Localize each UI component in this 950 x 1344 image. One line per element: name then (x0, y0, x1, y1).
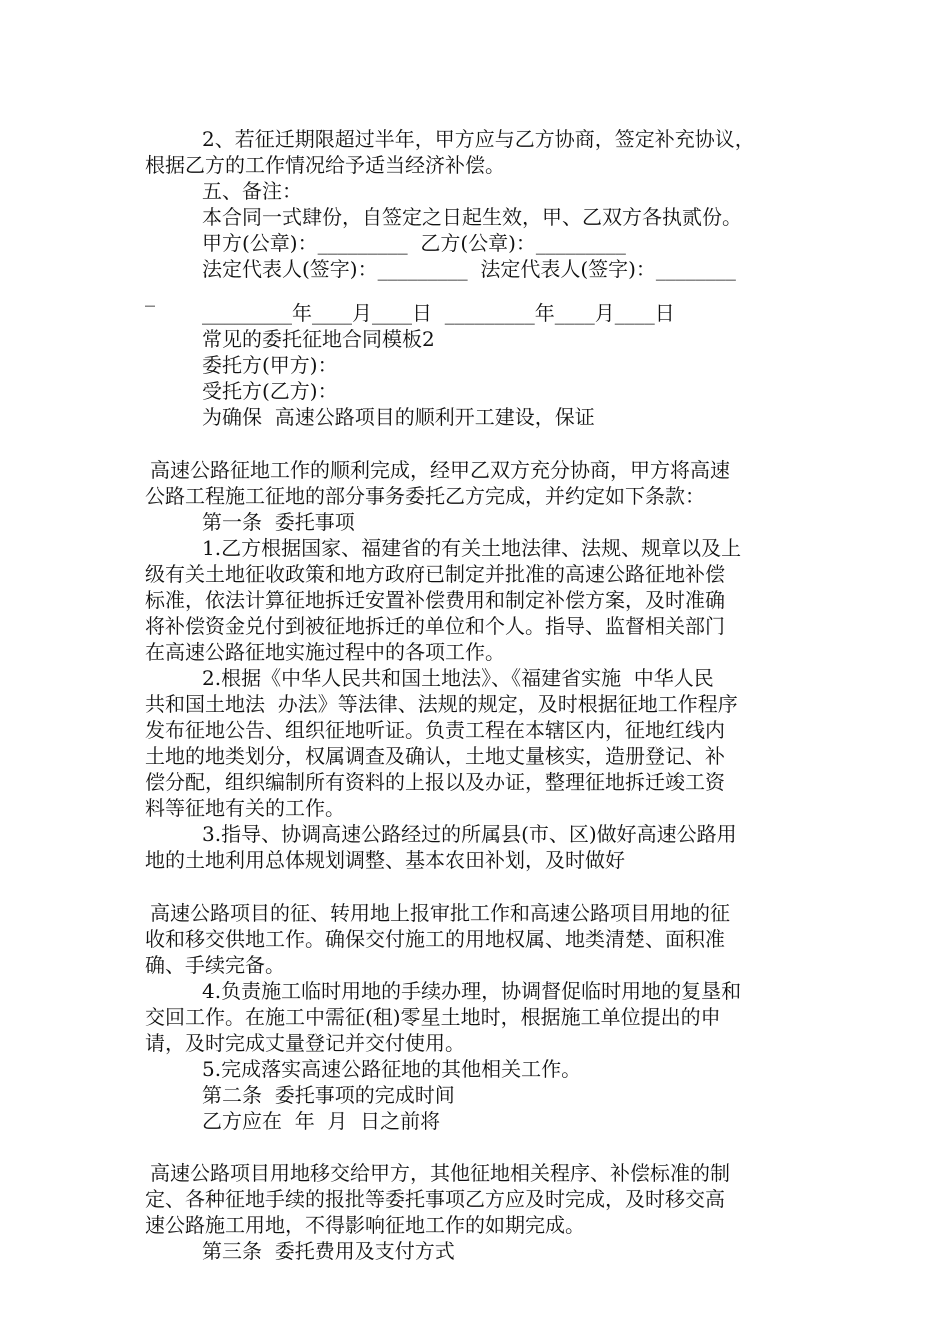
paragraph-line: 确、手续完备。 (145, 953, 285, 977)
underscore-remnant: _ (145, 283, 155, 307)
paragraph-line: 请，及时完成丈量登记并交付使用。 (145, 1031, 465, 1055)
party-a-label: 委托方(甲方)： (202, 353, 338, 377)
paragraph-line: 2、若征迁期限超过半年，甲方应与乙方协商，签定补充协议， (202, 127, 755, 151)
date-line: _________年____月____日 _________年____月____日 (202, 301, 675, 325)
paragraph-line: 4.负责施工临时用地的手续办理，协调督促临时用地的复垦和 (202, 979, 742, 1003)
paragraph-line: 将补偿资金兑付到被征地拆迁的单位和个人。指导、监督相关部门 (145, 614, 725, 638)
section-heading: 五、备注： (202, 179, 302, 203)
paragraph-line: 公路工程施工征地的部分事务委托乙方完成，并约定如下条款： (145, 484, 705, 508)
paragraph-line: 定、各种征地手续的报批等委托事项乙方应及时完成，及时移交高 (145, 1187, 725, 1211)
paragraph-line: 级有关土地征收政策和地方政府已制定并批准的高速公路征地补偿 (145, 562, 725, 586)
paragraph-line: 交回工作。在施工中需征(租)零星土地时，根据施工单位提出的申 (145, 1005, 721, 1029)
paragraph-line: 1.乙方根据国家、福建省的有关土地法律、法规、规章以及上 (202, 536, 742, 560)
paragraph-line: 土地的地类划分，权属调查及确认，土地丈量核实，造册登记、补 (145, 744, 725, 768)
article-heading: 第三条 委托费用及支付方式 (202, 1239, 455, 1263)
signature-line-seal: 甲方(公章)：_________ 乙方(公章)：_________ (202, 231, 626, 255)
paragraph-line: 速公路施工用地，不得影响征地工作的如期完成。 (145, 1213, 585, 1237)
paragraph-line: 标准，依法计算征地拆迁安置补偿费用和制定补偿方案，及时准确 (145, 588, 725, 612)
paragraph-line: 乙方应在 年 月 日之前将 (202, 1109, 441, 1133)
paragraph-line: 在高速公路征地实施过程中的各项工作。 (145, 640, 505, 664)
article-heading: 第一条 委托事项 (202, 510, 355, 534)
paragraph-line: 为确保 高速公路项目的顺利开工建设，保证 (202, 405, 595, 429)
paragraph-line: 根据乙方的工作情况给予适当经济补偿。 (145, 153, 505, 177)
paragraph-line: 高速公路项目的征、转用地上报审批工作和高速公路项目用地的征 (150, 901, 730, 925)
paragraph-line: 发布征地公告、组织征地听证。负责工程在本辖区内，征地红线内 (145, 718, 725, 742)
paragraph-line: 本合同一式肆份，自签定之日起生效，甲、乙双方各执贰份。 (202, 205, 742, 229)
article-heading: 第二条 委托事项的完成时间 (202, 1083, 455, 1107)
paragraph-line: 料等征地有关的工作。 (145, 796, 345, 820)
paragraph-line: 地的土地利用总体规划调整、基本农田补划，及时做好 (145, 848, 625, 872)
paragraph-line: 收和移交供地工作。确保交付施工的用地权属、地类清楚、面积准 (145, 927, 725, 951)
paragraph-line: 5.完成落实高速公路征地的其他相关工作。 (202, 1057, 582, 1081)
document-subtitle: 常见的委托征地合同模板2 (202, 327, 435, 351)
paragraph-line: 3.指导、协调高速公路经过的所属县(市、区)做好高速公路用 (202, 822, 737, 846)
signature-line-representative: 法定代表人(签字)：_________ 法定代表人(签字)：________ (202, 257, 736, 281)
party-b-label: 受托方(乙方)： (202, 379, 338, 403)
paragraph-line: 偿分配，组织编制所有资料的上报以及办证，整理征地拆迁竣工资 (145, 770, 725, 794)
paragraph-line: 共和国土地法 办法》等法律、法规的规定，及时根据征地工作程序 (145, 692, 738, 716)
paragraph-line: 高速公路项目用地移交给甲方，其他征地相关程序、补偿标准的制 (150, 1161, 730, 1185)
paragraph-line: 高速公路征地工作的顺利完成，经甲乙双方充分协商，甲方将高速 (150, 458, 730, 482)
paragraph-line: 2.根据《中华人民共和国土地法》、《福建省实施 中华人民 (202, 666, 714, 690)
